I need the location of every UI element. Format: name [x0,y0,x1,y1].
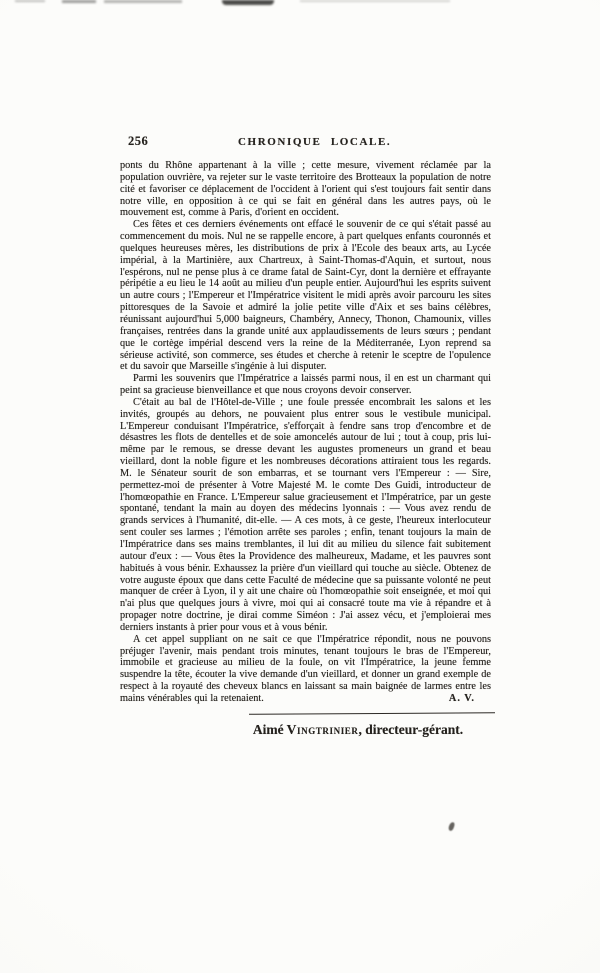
signature-line [120,722,491,738]
scan-smudge-top [300,0,450,2]
ink-blot [448,821,456,831]
scan-smudge-top [104,0,182,3]
signature-role: , directeur-gérant. [358,721,464,737]
page-header [120,134,491,151]
signature-rule [249,712,495,715]
body-paragraph-2: Ces fêtes et ces derniers événements ont effacé le souvenir de ce qui s'était passé au commencement du mois. Nul ne se rappelle encore, à part quelques enfants couronnés et quelques heureuses mères, les distributions de prix à l'Ecole des beaux arts, au Lycée impérial, à la Martinière, aux Chartreux, à Saint-Thomas-d'Aquin, et surtout, nous l'espérons, nul ne pense plus à ce drame fatal de Saint-Cyr, dont la dernière et effrayante péripétie a eu lieu le 14 août au milieu d'un peuple entier. Aujourd'hui les esprits suivent un autre cours ; l'Empereur et l'Impératrice visitent le midi après avoir parcouru les sites pittoresques de la Savoie et admiré la jolie petite ville d'Aix et ses bains célèbres, réunissant aujourd'hui 5,000 baigneurs, Chambéry, Annecy, Thonon, Chamounix, villes françaises, rentrées dans la grande unité aux applaudissements de leurs sœurs ; pendant que le cortège impérial descend vers la reine de la Méditerranée, Lyon reprend sa sérieuse activité, son commerce, ses études et cherche à retenir le sceptre de l'opulence et du savoir que Marseille s'ingénie à lui disputer. [120,219,491,373]
body-paragraph-1: ponts du Rhône appartenant à la ville ; cette mesure, vivement réclamée par la population ouvrière, va rejeter sur le vaste territoire des Brotteaux la population de notre cité et favoriser ce déplacement de l'occident à l'orient qui s'est toujours fait sentir dans notre ville, en opposition à ce qui se fait en général dans les autres pays, où le mouvement est, comme à Paris, d'orient en occident. [120,160,491,219]
signature-last-name: Vingtrinier [286,721,359,737]
body-paragraph-3: Parmi les souvenirs que l'Impératrice a laissés parmi nous, il en est un charmant qui peint sa gracieuse bienveillance et que nous croyons devoir conserver. [120,373,491,397]
body-paragraph-5: A cet appel suppliant on ne sait ce que l'Impératrice répondit, nous ne pouvons préjuger l'avenir, mais pendant trois minutes, tenant toujours le bras de l'Empereur, immobile et gracieuse au milieu de la foule, on vit l'Impératrice, la jeune femme suspendre la tête, écouter la vive demande d'un vieillard, et donner un grand exemple de respect à la royauté des cheveux blancs en laissant sa main baignée de larmes entre les mains vénérables qui la retenaient. [120,633,491,704]
signature-first-name: Aimé [252,721,284,737]
scan-smudge-top [15,0,45,2]
scan-smudge-top [222,0,274,5]
author-initials: A. V. [448,692,475,704]
article-body [120,160,491,705]
running-title: CHRONIQUE LOCALE. [238,136,392,148]
colophon [120,713,491,738]
scan-smudge-top [62,0,96,3]
page-number: 256 [128,134,149,148]
text-column [120,134,491,738]
body-paragraph-4: C'était au bal de l'Hôtel-de-Ville ; une foule pressée encombrait les salons et les invités, groupés au dehors, ne pouvaient plus entrer sous le vestibule municipal. L'Empereur conduisant l'Impératrice, s'efforçait à fendre sans trop d'encombre et de désastres les flots de dentelles et de soie amoncelés autour de lui ; tout à coup, pris lui-même par le remous, se dresse devant les augustes promeneurs un grand et beau vieillard, dont la noble figure et les nombreuses décorations attiraient tous les regards. M. le Sénateur sourit de son embarras, et se tournant vers l'Empereur : — Sire, permettez-moi de présenter à Votre Majesté M. le comte Des Guidi, introducteur de l'homœopathie en France. L'Empereur salue gracieusement et l'Impératrice, par un geste spontané, tendant la main au doyen des médecins lyonnais : — Vous avez rendu de grands services à l'humanité, dit-elle. — A ces mots, à ce geste, l'heureux interlocuteur sent couler ses larmes ; l'émotion arrête ses paroles ; enfin, tenant toujours la main de l'Impératrice dans ses mains tremblantes, il lui dit au milieu du silence fait subitement autour d'eux : — Vous êtes la Providence des malheureux, Madame, et les pauvres sont habitués à vous bénir. Exhaussez la prière d'un vieillard qui touche au siècle. Obtenez de votre auguste époux que dans cette Faculté de médecine que sa puissante volonté ne peut manquer de créer à Lyon, il y ait une chaire où l'homœopathie soit enseignée, et moi qui n'ai plus que quelques jours à vivre, moi qui ai consacré toute ma vie à répandre et à propager notre doctrine, je dirai comme Siméon : J'ai assez vécu, et j'emploierai mes derniers instants à prier pour vous et à vous bénir. [120,396,491,633]
